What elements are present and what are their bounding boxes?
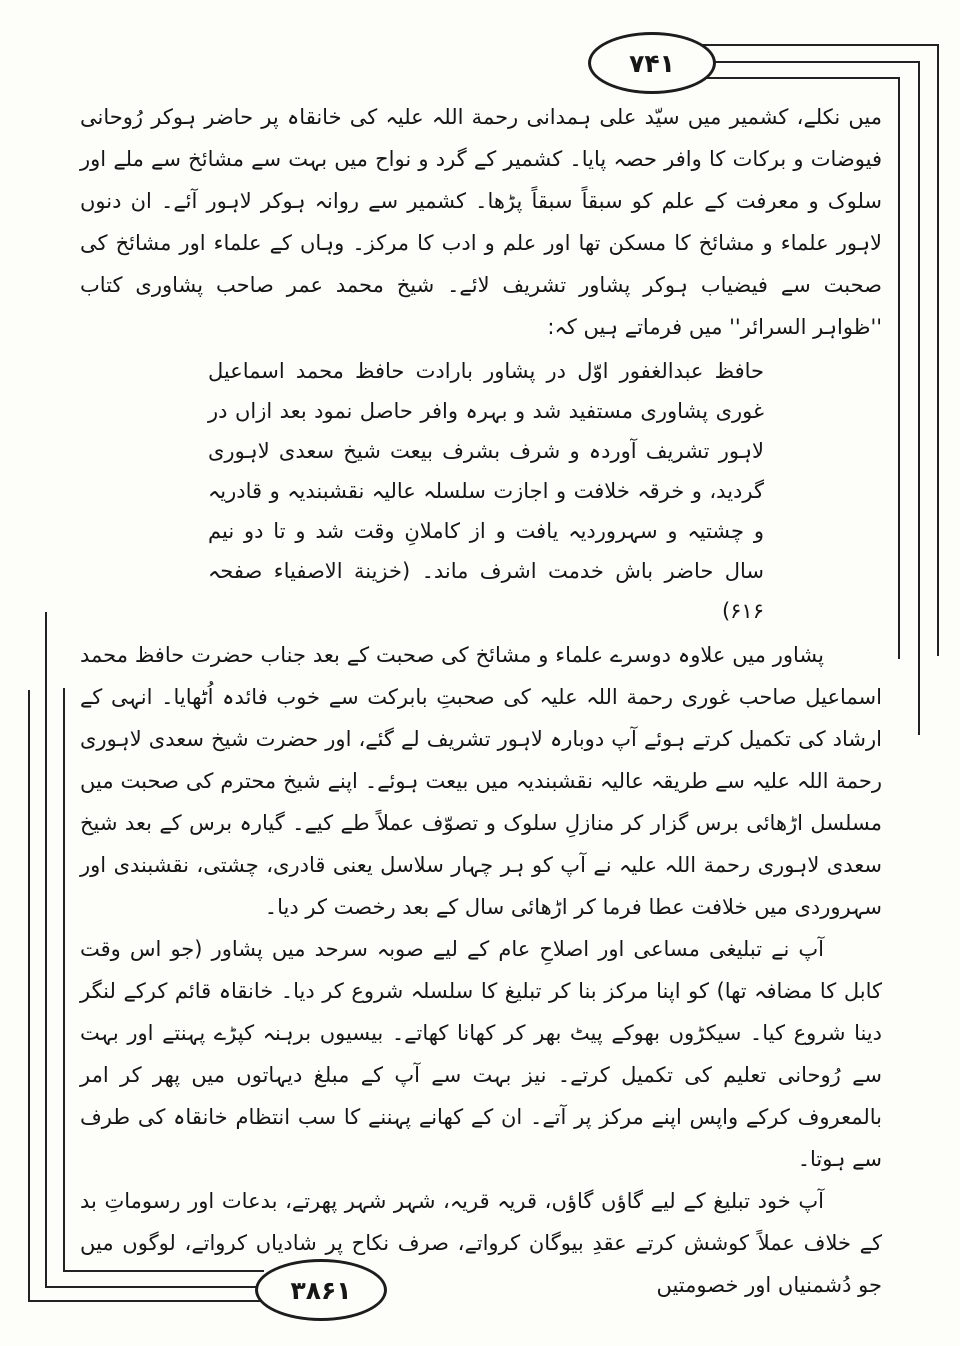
paragraph-2: پشاور میں علاوہ دوسرے علماء و مشائخ کی صحبت کے بعد جناب حضرت حافظ محمد اسماعیل صاحب غوری رحمة اللہ علیہ کی صحبتِ بابرکت سے خوب فائدہ اُٹھایا۔ انہی کے ارشاد کی تکمیل کرتے ہوئے آپ دوبارہ لاہور تشریف لے گئے، اور حضرت شیخ سعدی لاہوری رحمة اللہ علیہ سے طریقہ عالیہ نقشبندیہ میں بیعت ہوئے۔ اپنے شیخ محترم کی صحبت میں مسلسل اڑھائی برس گزار کر منازلِ سلوک و تصوّف عملاً طے کیے۔ گیارہ برس کے بعد شیخ سعدی لاہوری رحمة اللہ علیہ نے آپ کو ہر چہار سلاسل یعنی قادری، چشتی، نقشبندی اور سہروردی میں خلافت عطا فرما کر اڑھائی سال کے بعد رخصت کر دیا۔ (80, 643, 882, 919)
body-text (80, 96, 882, 1306)
footer-number: ۳۸۶۱ (290, 1275, 352, 1305)
paragraph-opening: میں نکلے، کشمیر میں سیّد علی ہمدانی رحمة اللہ علیہ کی خانقاہ پر حاضر ہوکر رُوحانی فیوضات و برکات کا وافر حصہ پایا۔ کشمیر کے گرد و نواح میں بہت سے مشائخ سے ملے اور سلوک و معرفت کے علم کو سبقاً سبقاً پڑھا۔ کشمیر سے روانہ ہوکر لاہور آئے۔ ان دنوں لاہور علماء و مشائخ کا مسکن تھا اور علم و ادب کا مرکز۔ وہاں کے علماء اور مشائخ کی صحبت سے فیضیاب ہوکر پشاور تشریف لائے۔ شیخ محمد عمر صاحب پشاوری کتاب ''ظواہر السرائر'' میں فرماتے ہیں کہ: (80, 105, 882, 339)
page-number-cartouche (588, 32, 716, 94)
paragraph-3: آپ نے تبلیغی مساعی اور اصلاحِ عام کے لیے صوبہ سرحد میں پشاور (جو اس وقت کابل کا مضافہ تھا) کو اپنا مرکز بنا کر تبلیغ کا سلسلہ شروع کر دیا۔ خانقاہ قائم کرکے لنگر دینا شروع کیا۔ سیکڑوں بھوکے پیٹ بھر کر کھانا کھاتے۔ بیسیوں برہنہ کپڑے پہنتے اور بہت سے رُوحانی تعلیم کی تکمیل کرتے۔ نیز بہت سے آپ کے مبلغ دیہاتوں میں پھر کر امر بالمعروف کرکے واپس اپنے مرکز پر آتے۔ ان کے کھانے پہننے کا سب انتظام خانقاہ کی طرف سے ہوتا۔ (80, 937, 882, 1171)
page-number: ۷۴۱ (629, 48, 675, 78)
persian-quotation: حافظ عبدالغفور اوّل در پشاور بارادت حافظ محمد اسماعیل غوری پشاوری مستفید شد و بہرہ وافر حاصل نمود بعد ازاں در لاہور تشریف آوردہ و شرف بشرف بیعت شیخ سعدی لاہوری گردید، و خرقہ خلافت و اجازت سلسلہ عالیہ نقشبندیہ و قادریہ و چشتیہ و سہروردیہ یافت و از کاملانِ وقت شد و تا دو نیم سال حاضر باش خدمت اشرف ماند۔ (خزینة الاصفیاء صفحہ ۶۱۶) (208, 359, 764, 623)
paragraph-4: آپ خود تبلیغ کے لیے گاؤں گاؤں، قریہ قریہ، شہر شہر پھرتے، بدعات اور رسوماتِ بد کے خلاف عملاً کوشش کرتے عقدِ بیوگان کرواتے، صرف نکاح پر شادیاں کرواتے، لوگوں میں جو دُشمنیاں اور خصومتیں (80, 1189, 882, 1297)
footer-number-cartouche (255, 1259, 387, 1321)
